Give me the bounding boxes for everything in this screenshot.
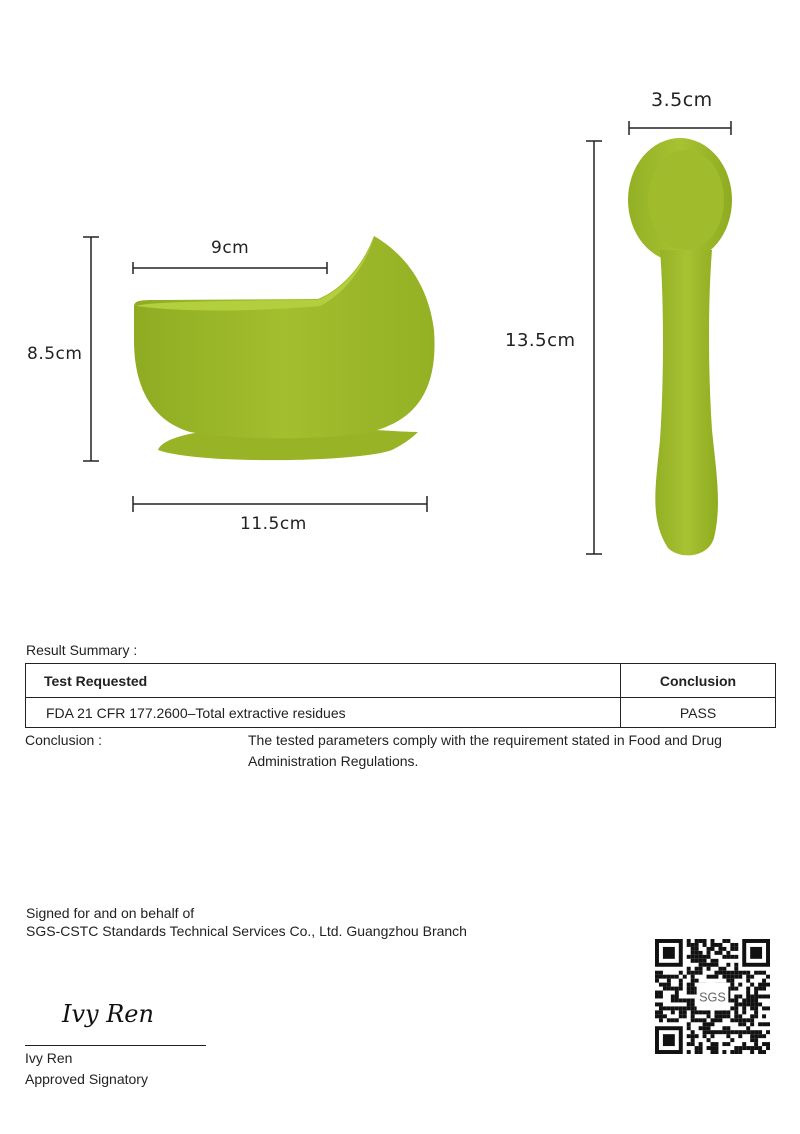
spoon-width-label: 3.5cm [651, 89, 713, 111]
conclusion-text-line2: Administration Regulations. [248, 753, 419, 769]
bowl-width-label: 9cm [211, 238, 250, 258]
spoon-length-label: 13.5cm [505, 330, 576, 351]
qr-code [655, 939, 770, 1054]
handwritten-signature: Ivy Ren [62, 1000, 154, 1028]
test-cell: FDA 21 CFR 177.2600–Total extractive residues [26, 698, 621, 728]
results-table [25, 663, 776, 728]
conclusion-label: Conclusion : [25, 732, 103, 748]
signatory-title: Approved Signatory [25, 1071, 148, 1087]
header-conclusion: Conclusion [621, 664, 776, 698]
spoon-handle [655, 250, 718, 555]
spoon-head-inner [648, 150, 724, 250]
qr-sgs-badge: SGS [699, 990, 726, 1005]
bowl-base-label: 11.5cm [240, 514, 307, 534]
bowl-body [134, 236, 435, 438]
result-summary-label: Result Summary : [26, 642, 138, 658]
result-cell: PASS [621, 698, 776, 728]
company-name: SGS-CSTC Standards Technical Services Co., Ltd. Guangzhou Branch [26, 923, 467, 939]
signed-on-behalf: Signed for and on behalf of [26, 905, 195, 921]
table-row [26, 698, 776, 728]
table-header-row [26, 664, 776, 698]
bowl-height-label: 8.5cm [27, 344, 83, 364]
conclusion-text [248, 730, 768, 772]
conclusion-text-line1: The tested parameters comply with the requirement stated in Food and Drug [248, 732, 722, 748]
header-test-requested: Test Requested [26, 664, 621, 698]
signature-line [25, 1045, 206, 1046]
signatory-name: Ivy Ren [25, 1050, 73, 1066]
